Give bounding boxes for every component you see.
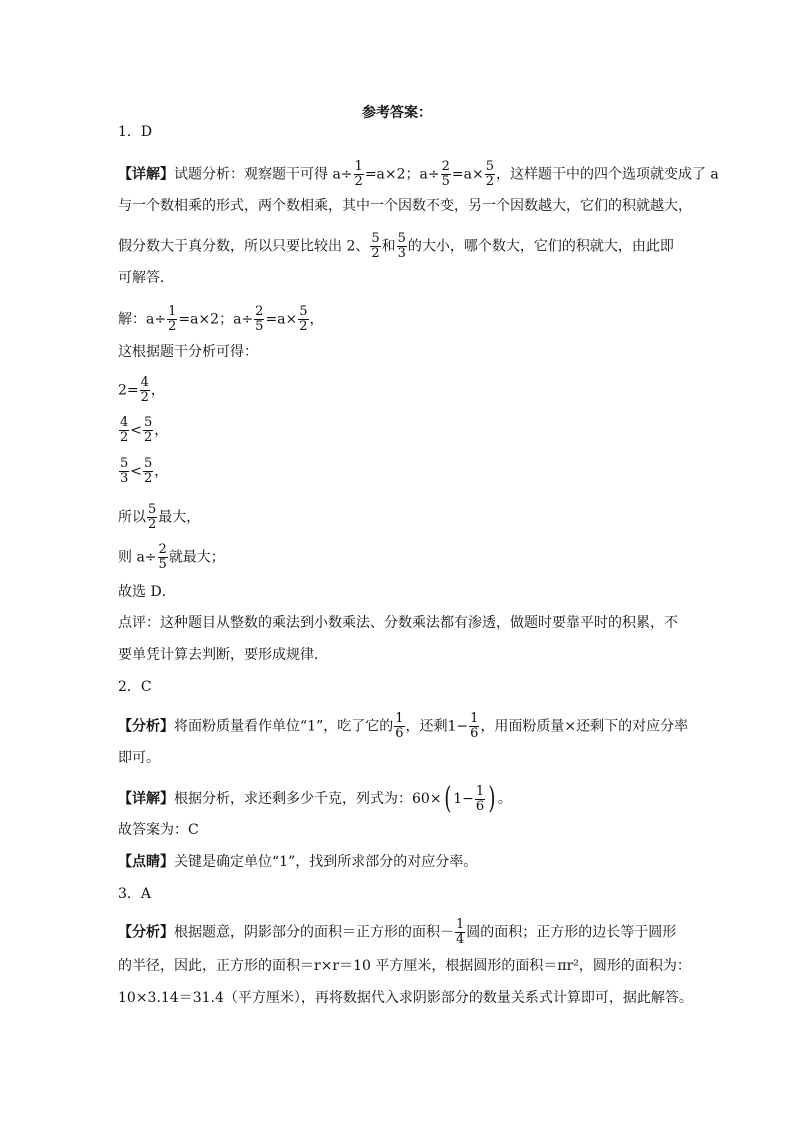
q1-then bbox=[118, 543, 225, 572]
text: ， bbox=[309, 311, 324, 328]
q3-analysis bbox=[118, 918, 676, 947]
text: =a×2；a÷ bbox=[178, 311, 254, 328]
q1-comment2: 要单凭计算去判断，要形成规律． bbox=[118, 647, 328, 663]
text: 解：a÷ bbox=[118, 311, 167, 328]
text: ，还剩 bbox=[405, 718, 448, 735]
text: 2= bbox=[118, 382, 139, 399]
fraction-5-3: $\frac{5}{3}$ bbox=[397, 231, 406, 261]
fraction-5-2: $\frac{5}{2}$ bbox=[485, 159, 494, 189]
text: 根据分析，求还剩多少千克，列式为：60× bbox=[174, 791, 442, 807]
q3-line2: 的半径，因此，正方形的面积＝r×r＝10 平方厘米，根据圆形的面积＝πr²，圆形的面积为： bbox=[118, 958, 691, 974]
fraction-1-6: $\frac{1}{6}$ bbox=[475, 783, 485, 814]
text: 将面粉质量看作单位“1”，吃了它的 bbox=[174, 718, 394, 735]
q2-number: 2．C bbox=[118, 679, 152, 695]
q1-number: 1．D bbox=[118, 124, 153, 140]
fraction-1-2: $\frac{1}{2}$ bbox=[168, 304, 177, 334]
text: =a× bbox=[451, 166, 484, 183]
fraction-1-2: $\frac{1}{2}$ bbox=[354, 159, 363, 189]
text: 关键是确定单位“1”，找到所求部分的对应分率。 bbox=[174, 854, 478, 870]
fraction-5-2: $\frac{5}{2}$ bbox=[371, 231, 380, 261]
text: ，这样题干中的四个选项就变成了 a bbox=[495, 166, 719, 183]
detail-tag: 【详解】 bbox=[118, 166, 174, 183]
fraction-5-2: $\frac{5}{2}$ bbox=[144, 415, 153, 445]
q3-line3: 10×3.14＝31.4（平方厘米），再将数据代入求阴影部分的数量关系式计算即可，据此解答。 bbox=[118, 990, 693, 1006]
text: 则 a÷ bbox=[118, 549, 157, 566]
q1-eq2 bbox=[118, 416, 168, 445]
q2-analysis-end: 即可。 bbox=[118, 750, 160, 766]
q3-number: 3．A bbox=[118, 886, 152, 902]
q2-detail bbox=[118, 781, 512, 816]
analysis-tag: 【分析】 bbox=[118, 924, 174, 941]
text: ， bbox=[150, 382, 165, 399]
paren-right: ) bbox=[488, 781, 496, 816]
fraction-2-5: $\frac{2}{5}$ bbox=[441, 159, 450, 189]
text: ， bbox=[154, 463, 169, 480]
q1-eq3 bbox=[118, 457, 168, 486]
q1-choose: 故选 D． bbox=[118, 584, 176, 600]
text: =a×2；a÷ bbox=[364, 166, 440, 183]
text: ， bbox=[154, 422, 169, 439]
text: 假分数大于真分数，所以只要比较出 2、 bbox=[118, 238, 370, 255]
fraction-1-4: $\frac{1}{4}$ bbox=[456, 917, 465, 947]
paren-left: ( bbox=[443, 781, 451, 816]
q2-analysis bbox=[118, 712, 688, 741]
q1-detail-line1 bbox=[118, 160, 719, 189]
q1-so bbox=[118, 503, 200, 532]
fraction-5-2: $\frac{5}{2}$ bbox=[148, 502, 157, 532]
fraction-4-2: $\frac{4}{2}$ bbox=[120, 415, 129, 445]
q1-analysis: 这根据题干分析可得： bbox=[118, 344, 258, 360]
q1-solution bbox=[118, 305, 324, 334]
fraction-5-3: $\frac{5}{3}$ bbox=[120, 456, 129, 486]
fraction-4-2: $\frac{4}{2}$ bbox=[140, 375, 149, 405]
text: 。 bbox=[497, 791, 512, 807]
page-title: 参考答案： bbox=[362, 105, 432, 121]
fraction-1-6: $\frac{1}{6}$ bbox=[395, 711, 404, 741]
q2-note bbox=[118, 852, 477, 872]
fraction-2-5: $\frac{2}{5}$ bbox=[158, 542, 167, 572]
text: 就最大； bbox=[168, 549, 225, 566]
text: 最大， bbox=[158, 509, 201, 526]
text: 1− bbox=[453, 791, 474, 807]
text: 根据题意，阴影部分的面积＝正方形的面积－ bbox=[174, 924, 454, 941]
q1-comment: 点评：这种题目从整数的乘法到小数乘法、分数乘法都有渗透，做题时要靠平时的积累，不 bbox=[118, 615, 678, 631]
q1-detail-line3 bbox=[118, 232, 674, 261]
text: =a× bbox=[265, 311, 298, 328]
text: 的大小，哪个数大，它们的积就大，由此即 bbox=[407, 238, 674, 255]
fraction-1-6: $\frac{1}{6}$ bbox=[470, 711, 479, 741]
text: 1− bbox=[447, 718, 469, 735]
fraction-5-2: $\frac{5}{2}$ bbox=[144, 456, 153, 486]
detail-tag: 【详解】 bbox=[118, 791, 174, 807]
q1-detail-line2: 与一个数相乘的形式，两个数相乘，其中一个因数不变，另一个因数越大，它们的积就越大， bbox=[118, 198, 692, 214]
q1-detail-line4: 可解答． bbox=[118, 270, 174, 286]
text: 和 bbox=[381, 238, 396, 255]
less-than: < bbox=[130, 422, 143, 439]
note-tag: 【点睛】 bbox=[118, 854, 174, 870]
q1-eq1 bbox=[118, 376, 165, 405]
text: ，用面粉质量×还剩下的对应分率 bbox=[480, 718, 689, 735]
fraction-5-2: $\frac{5}{2}$ bbox=[299, 304, 308, 334]
text: 试题分析：观察题干可得 a÷ bbox=[174, 166, 353, 183]
less-than: < bbox=[130, 463, 143, 480]
text: 圆的面积；正方形的边长等于圆形 bbox=[466, 924, 677, 941]
text: 所以 bbox=[118, 509, 146, 526]
analysis-tag: 【分析】 bbox=[118, 718, 174, 735]
fraction-2-5: $\frac{2}{5}$ bbox=[255, 304, 264, 334]
q2-answer: 故答案为：C bbox=[118, 822, 199, 838]
